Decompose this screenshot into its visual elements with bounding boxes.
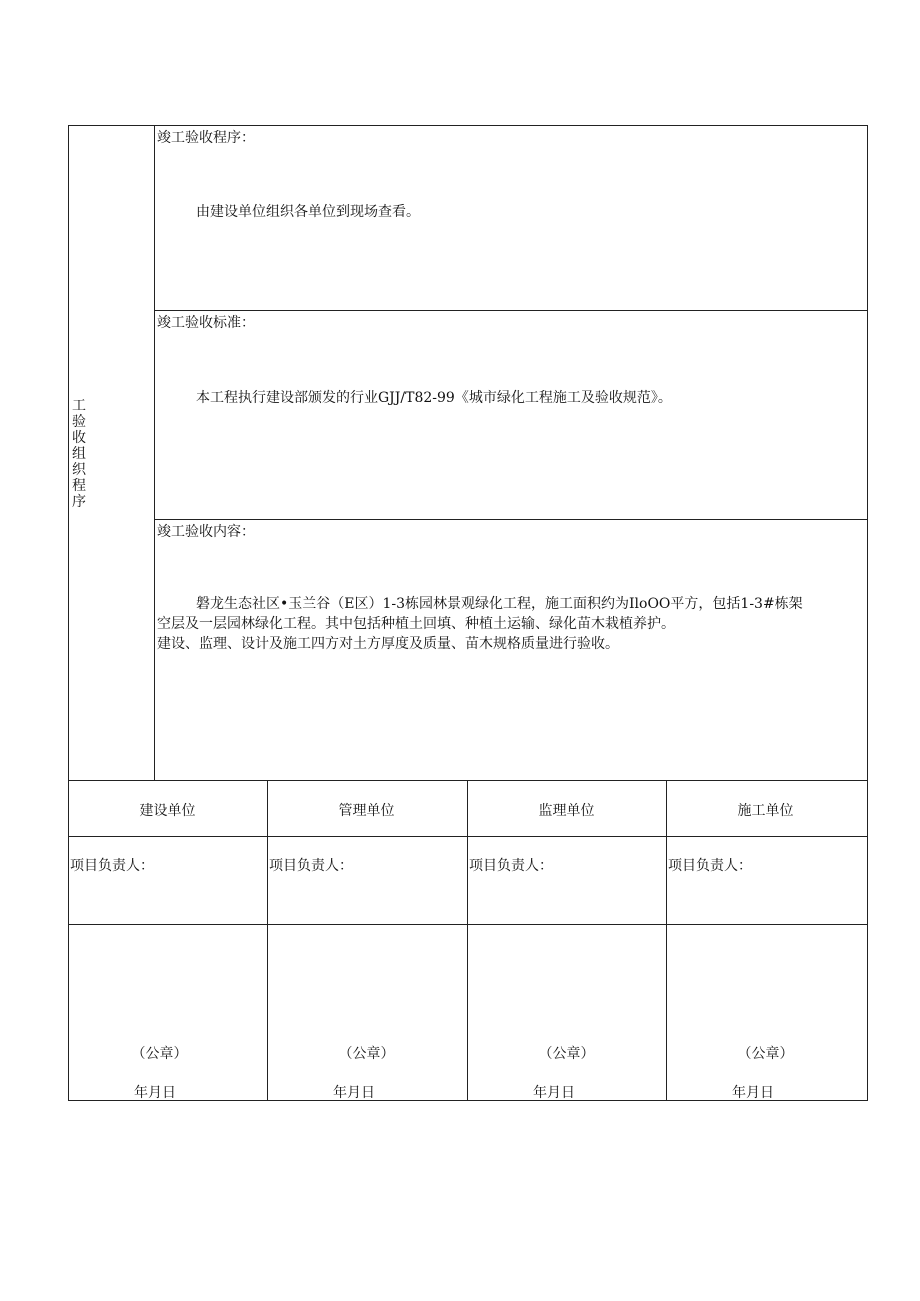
section-divider-1 (154, 310, 867, 311)
unit-title-construction: 建设单位 (139, 803, 196, 819)
upper-lower-divider (68, 780, 868, 781)
unit-date-contractor: 年月日 (732, 1085, 774, 1101)
section-heading-procedure: 竣工验收程序： (157, 130, 255, 146)
unit-seal-management: （公章） (338, 1046, 395, 1062)
section-body-procedure: 由建设单位组织各单位到现场查看。 (196, 204, 420, 220)
side-label-divider (154, 125, 155, 780)
section-body-content-line1: 磐龙生态社区•玉兰谷（E区）1-3栋园林景观绿化工程，施工面积约为IloOO平方，包括1-3#栋架 (196, 596, 803, 612)
unit-responsible-supervision: 项目负责人： (469, 858, 553, 874)
section-heading-content: 竣工验收内容： (157, 524, 255, 540)
unit-date-supervision: 年月日 (533, 1085, 575, 1101)
unit-date-management: 年月日 (333, 1085, 375, 1101)
unit-title-supervision: 监理单位 (538, 803, 595, 819)
side-label: 工验收组织程序 (72, 398, 86, 510)
unit-date-construction: 年月日 (134, 1085, 176, 1101)
section-body-content-line2: 空层及一层园林绿化工程。其中包括种植土回填、种植土运输、绿化苗木栽植养护。 (157, 616, 675, 632)
units-resp-divider (68, 924, 868, 925)
table-right-border (867, 125, 868, 1101)
section-divider-2 (154, 519, 867, 520)
table-left-border (68, 125, 69, 1101)
unit-title-contractor: 施工单位 (737, 803, 794, 819)
section-body-content-line3: 建设、监理、设计及施工四方对土方厚度及质量、苗木规格质量进行验收。 (157, 636, 619, 652)
unit-responsible-construction: 项目负责人： (70, 858, 154, 874)
table-top-border (68, 125, 868, 126)
unit-responsible-management: 项目负责人： (269, 858, 353, 874)
unit-seal-construction: （公章） (131, 1046, 188, 1062)
section-body-standard: 本工程执行建设部颁发的行业GJJ/T82-99《城市绿化工程施工及验收规范》。 (196, 390, 672, 406)
unit-title-management: 管理单位 (338, 803, 395, 819)
section-heading-standard: 竣工验收标准： (157, 315, 255, 331)
units-header-divider (68, 836, 868, 837)
unit-seal-supervision: （公章） (538, 1046, 595, 1062)
unit-responsible-contractor: 项目负责人： (668, 858, 752, 874)
unit-seal-contractor: （公章） (737, 1046, 794, 1062)
